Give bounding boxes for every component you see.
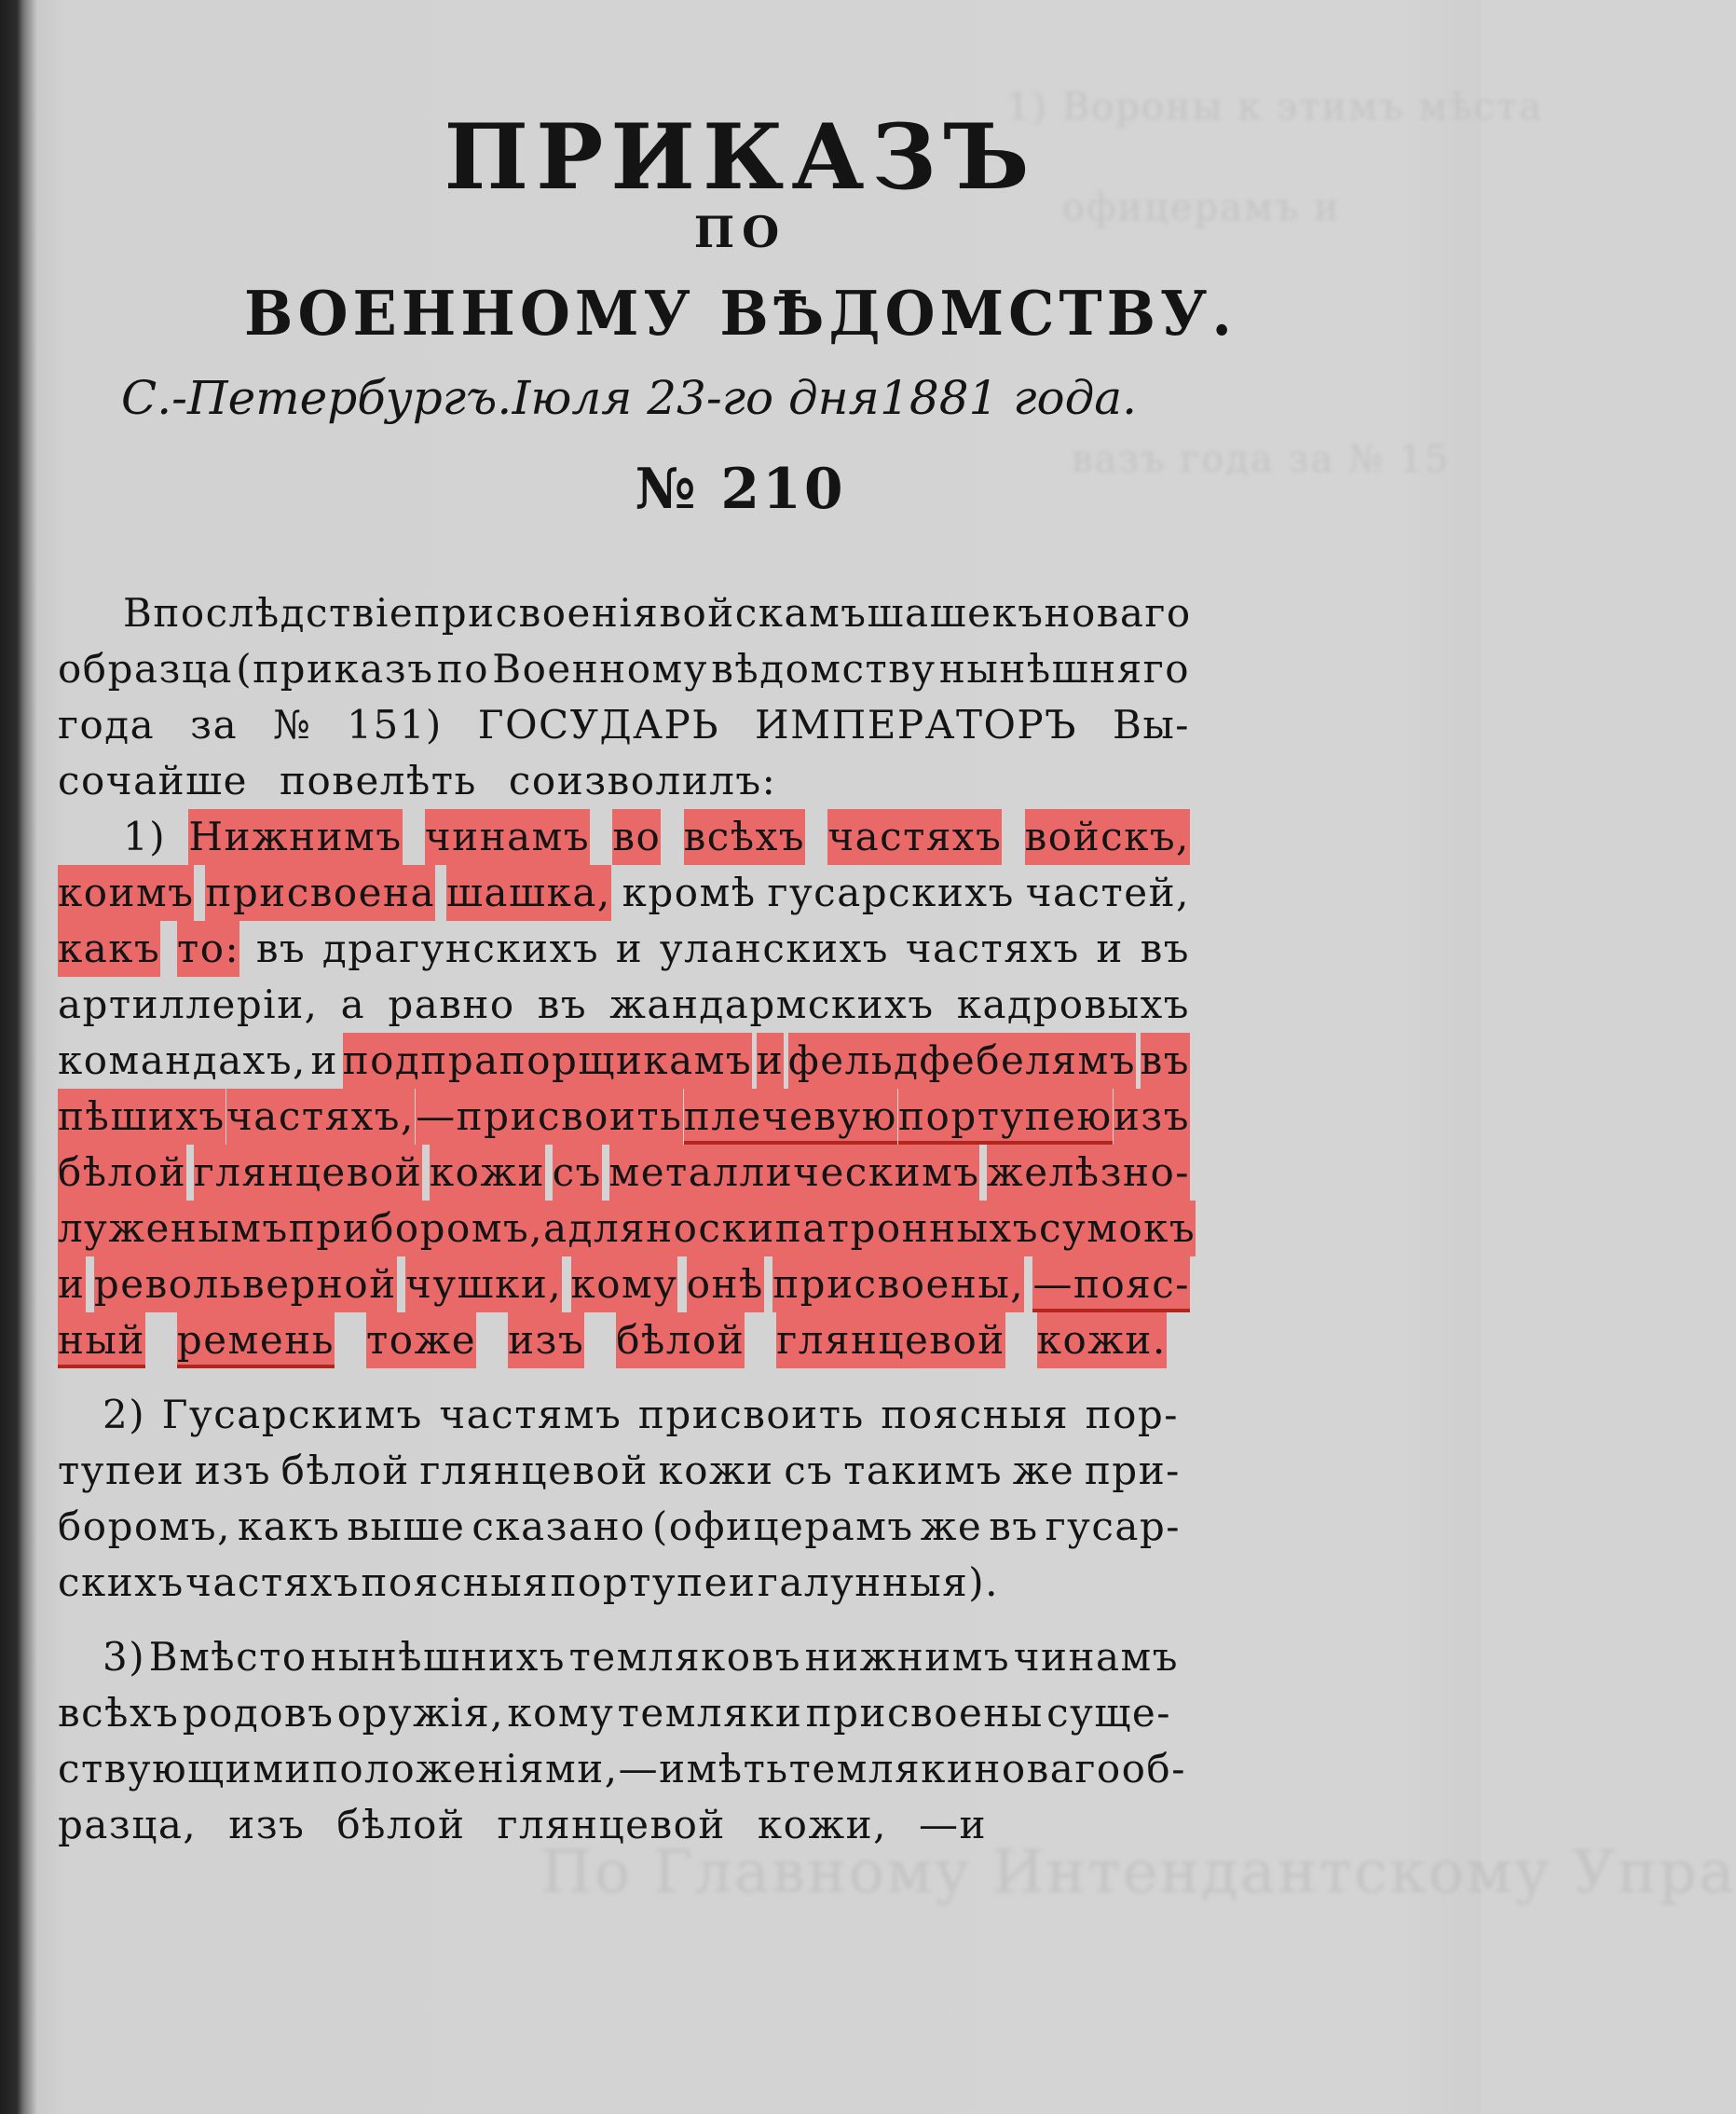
text-line — [58, 1685, 1171, 1741]
word: кромѣ — [622, 870, 757, 915]
word: частей, — [1025, 870, 1190, 915]
highlighted-word: въ — [1141, 1033, 1190, 1089]
word: и — [615, 926, 644, 971]
highlighted-word: подпрапорщикамъ — [343, 1033, 752, 1089]
highlighted-word: Нижнимъ — [188, 809, 402, 865]
word: вѣдомству — [711, 646, 936, 692]
order-subtitle-po: ПО — [693, 207, 787, 257]
text-line — [58, 1201, 1196, 1256]
highlighted-word: то: — [177, 921, 239, 977]
highlighted-word: и — [58, 1256, 86, 1312]
word: изъ — [194, 1448, 272, 1493]
word: сказано — [472, 1503, 646, 1549]
date-year: 1881 года. — [880, 371, 1137, 425]
word: темляки — [617, 1690, 803, 1736]
highlighted-word: сумокъ — [1039, 1201, 1196, 1256]
word: гусар- — [1045, 1503, 1181, 1549]
bleed-through-text: офицерамъ и — [1062, 186, 1341, 229]
text-line — [123, 585, 1190, 641]
word: равно — [388, 982, 515, 1027]
word: ствующими — [58, 1746, 312, 1791]
word: новаго — [1044, 590, 1192, 636]
word: Гусарскимъ — [161, 1392, 423, 1437]
word: какъ — [238, 1503, 341, 1549]
word: же — [1012, 1448, 1075, 1493]
word: и — [310, 1037, 339, 1083]
highlighted-word: —присвоить — [416, 1089, 682, 1145]
highlighted-word: кожи — [430, 1145, 545, 1201]
text-line — [123, 809, 1190, 865]
text-line — [58, 865, 1190, 921]
word: частяхъ — [905, 926, 1080, 971]
word: Военному — [492, 646, 708, 692]
word: нынѣшняго — [938, 646, 1190, 692]
word: Вмѣсто — [148, 1634, 308, 1680]
word: частямъ — [439, 1392, 622, 1437]
word: выше — [347, 1503, 466, 1549]
text-line — [58, 641, 1190, 697]
word: повелѣть — [280, 758, 477, 803]
word: об- — [1121, 1746, 1186, 1791]
word: и — [1096, 926, 1124, 971]
highlighted-word: и — [757, 1033, 785, 1089]
word: боромъ, — [58, 1503, 231, 1549]
highlighted-word: чушки, — [405, 1256, 562, 1312]
highlighted-word: портупею — [898, 1089, 1113, 1145]
highlighted-word: тоже — [366, 1312, 476, 1368]
word: разца, — [58, 1802, 198, 1847]
word: бѣлой — [336, 1802, 466, 1847]
word: родовъ — [182, 1690, 335, 1736]
text-line — [58, 921, 1190, 977]
word: глянцевой — [497, 1802, 726, 1847]
word: 3) — [103, 1634, 146, 1680]
highlighted-word: глянцевой — [194, 1145, 422, 1201]
word: артиллеріи, — [58, 982, 319, 1027]
text-line — [58, 1741, 1186, 1797]
word: 151) — [347, 702, 443, 748]
word: суще- — [1046, 1690, 1171, 1736]
highlighted-word: какъ — [58, 921, 160, 977]
word: поясныя — [881, 1392, 1070, 1437]
word: ГОСУДАРЬ — [477, 702, 720, 748]
word: присвоены — [805, 1690, 1044, 1736]
order-number: № 210 — [635, 457, 846, 522]
word: кадровыхъ — [956, 982, 1190, 1027]
word: положеніями, — [311, 1746, 619, 1791]
highlighted-word: кожи. — [1037, 1312, 1167, 1368]
word: въ — [989, 1503, 1039, 1549]
bleed-through-text: По Главному Интендантскому Упра — [540, 1838, 1736, 1907]
text-line — [58, 1145, 1190, 1201]
highlighted-word: патронныхъ — [775, 1201, 1039, 1256]
word: всѣхъ — [58, 1690, 180, 1736]
highlighted-word: присвоены, — [772, 1256, 1024, 1312]
highlighted-word: частяхъ — [827, 809, 1002, 865]
word: изъ — [228, 1802, 306, 1847]
word: —имѣть — [618, 1746, 789, 1791]
word: галунныя). — [757, 1559, 999, 1605]
highlighted-word: изъ — [508, 1312, 584, 1368]
highlighted-word: во — [612, 809, 661, 865]
highlighted-word: онѣ — [687, 1256, 764, 1312]
highlighted-word: пѣшихъ — [58, 1089, 226, 1145]
highlighted-word: бѣлой — [58, 1145, 186, 1201]
text-line — [58, 1499, 1181, 1555]
word: Впослѣдствіе — [123, 590, 415, 636]
text-line — [58, 1443, 1181, 1499]
word: глянцевой — [419, 1448, 649, 1493]
highlighted-word: чинамъ — [425, 809, 590, 865]
highlighted-word: войскъ, — [1025, 809, 1190, 865]
highlighted-word: глянцевой — [776, 1312, 1005, 1368]
word: шашекъ — [867, 590, 1045, 636]
word: новаго — [974, 1746, 1122, 1791]
word: а — [340, 982, 366, 1027]
highlighted-word: носки — [646, 1201, 775, 1256]
word: сочайше — [58, 758, 249, 803]
word: частяхъ — [185, 1559, 361, 1605]
word: поясныя — [361, 1559, 550, 1605]
word: чинамъ — [1013, 1634, 1179, 1680]
highlighted-word: приборомъ, — [289, 1201, 543, 1256]
word: (приказъ — [236, 646, 434, 692]
bleed-through-text: вазъ года за № 15 — [1072, 438, 1451, 481]
highlighted-word: бѣлой — [616, 1312, 745, 1368]
word: уланскихъ — [659, 926, 890, 971]
word: 2) — [103, 1392, 146, 1437]
word: кожи — [658, 1448, 774, 1493]
highlighted-word: —пояс- — [1032, 1256, 1190, 1312]
text-line — [58, 1256, 1190, 1312]
word: —и — [918, 1802, 987, 1847]
word: года — [58, 702, 156, 748]
department-title: ВОЕННОМУ ВѢДОМСТВУ. — [244, 278, 1237, 350]
text-line — [103, 1629, 1179, 1685]
highlighted-word: ный — [58, 1312, 145, 1368]
highlighted-word: плечевую — [684, 1089, 897, 1145]
highlighted-word: желѣзно- — [987, 1145, 1190, 1201]
text-line — [58, 1555, 999, 1611]
date-month-day: Іюля 23-го дня — [512, 371, 880, 425]
word: оружія, — [336, 1690, 505, 1736]
highlighted-word: съ — [553, 1145, 602, 1201]
word: тупеи — [58, 1448, 185, 1493]
word: кому — [507, 1690, 615, 1736]
word: такимъ — [843, 1448, 1004, 1493]
highlighted-word: фельдфебелямъ — [788, 1033, 1136, 1089]
word: въ — [537, 982, 588, 1027]
word: при- — [1084, 1448, 1181, 1493]
word: соизволилъ: — [508, 758, 777, 803]
highlighted-word: металлическимъ — [609, 1145, 980, 1201]
highlighted-word: луженымъ — [58, 1201, 289, 1256]
highlighted-word: ремень — [177, 1312, 335, 1368]
word: (офицерамъ — [651, 1503, 914, 1549]
word: портупеи — [550, 1559, 757, 1605]
word: № — [273, 702, 312, 748]
word: образца — [58, 646, 233, 692]
highlighted-word: присвоена — [205, 865, 435, 921]
word: войскамъ — [659, 590, 868, 636]
word: присвоить — [637, 1392, 865, 1437]
word: же — [920, 1503, 983, 1549]
text-line — [58, 977, 1190, 1033]
word: 1) — [123, 814, 167, 859]
word: скихъ — [58, 1559, 185, 1605]
word: командахъ, — [58, 1037, 307, 1083]
word: кожи, — [757, 1802, 887, 1847]
word: нынѣшнихъ — [310, 1634, 566, 1680]
text-line — [58, 1033, 1190, 1089]
text-line — [58, 1089, 1190, 1145]
text-line — [103, 1387, 1179, 1443]
highlighted-word: частяхъ, — [226, 1089, 415, 1145]
text-line — [58, 1797, 987, 1853]
word: въ — [1140, 926, 1190, 971]
word: гусарскихъ — [767, 870, 1015, 915]
word: въ — [255, 926, 307, 971]
bleed-through-text: 1) Вороны к этимъ мѣста — [1006, 86, 1543, 129]
word: ИМПЕРАТОРЪ — [754, 702, 1078, 748]
word: присвоенія — [414, 590, 660, 636]
highlighted-word: всѣхъ — [684, 809, 805, 865]
word: нижнимъ — [804, 1634, 1011, 1680]
word: бѣлой — [280, 1448, 410, 1493]
date-line — [121, 371, 1137, 425]
word: съ — [784, 1448, 834, 1493]
text-line — [58, 753, 776, 809]
text-line — [58, 1312, 1167, 1368]
highlighted-word: изъ — [1114, 1089, 1190, 1145]
highlighted-word: кому — [571, 1256, 678, 1312]
word: по — [436, 646, 489, 692]
word: Вы- — [1113, 702, 1190, 748]
word: за — [190, 702, 239, 748]
highlighted-word: а — [543, 1201, 568, 1256]
word: драгунскихъ — [321, 926, 600, 971]
highlighted-word: револьверной — [94, 1256, 397, 1312]
text-line — [58, 697, 1190, 753]
highlighted-word: для — [568, 1201, 647, 1256]
word: жандармскихъ — [609, 982, 935, 1027]
date-place: С.-Петербургъ. — [121, 371, 513, 425]
order-title: ПРИКАЗЪ — [444, 104, 1037, 210]
highlighted-word: шашка, — [446, 865, 611, 921]
word: темляковъ — [568, 1634, 801, 1680]
word: пор- — [1085, 1392, 1179, 1437]
highlighted-word: коимъ — [58, 865, 194, 921]
word: темляки — [788, 1746, 975, 1791]
